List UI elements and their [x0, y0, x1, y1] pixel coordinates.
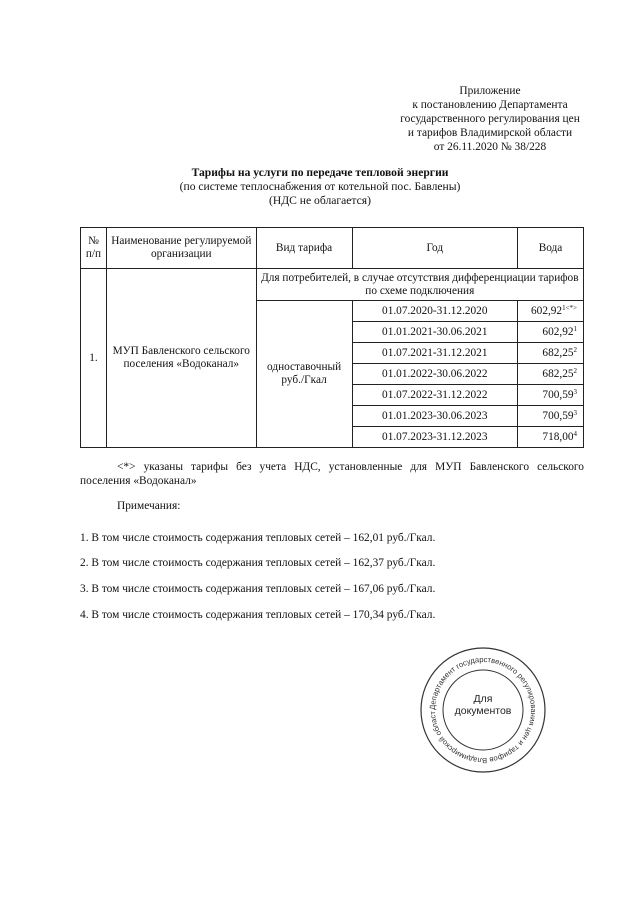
period-cell: 01.07.2020-31.12.2020	[352, 301, 517, 322]
header-water: Вода	[518, 228, 584, 269]
price-cell: 718,00$^4$	[518, 427, 584, 448]
header-line: и тарифов Владимирской области	[407, 127, 573, 139]
title-subtitle: (по системе теплоснабжения от котельной пос. Бавлены)	[179, 180, 461, 193]
period-cell: 01.01.2022-30.06.2022	[352, 364, 517, 385]
price-cell: $602,92^{1<*>}$	[518, 301, 584, 322]
period-cell: 01.01.2023-30.06.2023	[352, 406, 517, 427]
note-item: 2. В том числе стоимость содержания тепловых сетей – 162,37 руб./Гкал.	[80, 557, 436, 569]
header-line: к постановлению Департамента	[412, 99, 568, 111]
document-header	[390, 84, 590, 154]
seal-center-line: документов	[454, 705, 512, 717]
footnote: <*> указаны тарифы без учета НДС, установленные для МУП Бавленского сельского поселения «Водоканал»	[80, 461, 584, 487]
seal-center-text	[443, 693, 523, 717]
price-cell: 602,92$^1$	[518, 322, 584, 343]
org-name: МУП Бавленского сельского поселения «Водоканал»	[106, 269, 256, 448]
price-cell: 700,59$^3$	[518, 406, 584, 427]
document-title	[140, 166, 500, 208]
header-line: государственного регулирования цен	[400, 113, 580, 125]
row-number: 1.	[81, 269, 107, 448]
header-year: Год	[352, 228, 517, 269]
tariff-type	[256, 301, 352, 448]
title-vat-note: (НДС не облагается)	[269, 194, 371, 207]
period-cell: 01.07.2023-31.12.2023	[352, 427, 517, 448]
tariff-unit: руб./Гкал	[281, 374, 327, 386]
period-cell: 01.07.2022-31.12.2022	[352, 385, 517, 406]
header-num: № п/п	[81, 228, 107, 269]
notes-title: Примечания:	[117, 500, 181, 512]
note-item: 4. В том числе стоимость содержания тепловых сетей – 170,34 руб./Гкал.	[80, 609, 436, 621]
consumer-scope: Для потребителей, в случае отсутствия дифференциации тарифов по схеме подключения	[256, 269, 583, 301]
header-line: Приложение	[459, 85, 521, 97]
note-item: 3. В том числе стоимость содержания тепловых сетей – 167,06 руб./Гкал.	[80, 583, 436, 595]
note-item: 1. В том числе стоимость содержания тепловых сетей – 162,01 руб./Гкал.	[80, 532, 436, 544]
price-cell: 682,25$^2$	[518, 343, 584, 364]
period-cell: 01.01.2021-30.06.2021	[352, 322, 517, 343]
price-cell: 682,25$^2$	[518, 364, 584, 385]
period-cell: 01.07.2021-31.12.2021	[352, 343, 517, 364]
header-type: Вид тарифа	[256, 228, 352, 269]
tariff-type-name: одноставочный	[267, 361, 342, 373]
seal-center-line: Для	[473, 693, 493, 705]
tariff-table	[80, 227, 584, 448]
header-line: от 26.11.2020 № 38/228	[433, 141, 547, 153]
header-org: Наименование регулируемой организации	[106, 228, 256, 269]
seal-ring-text: Департамент государственного регулирования цен и тарифов Владимирской област	[427, 654, 539, 766]
price-cell: 700,59$^3$	[518, 385, 584, 406]
title-main: Тарифы на услуги по передаче тепловой энергии	[191, 166, 449, 179]
seal-stamp	[418, 645, 548, 775]
